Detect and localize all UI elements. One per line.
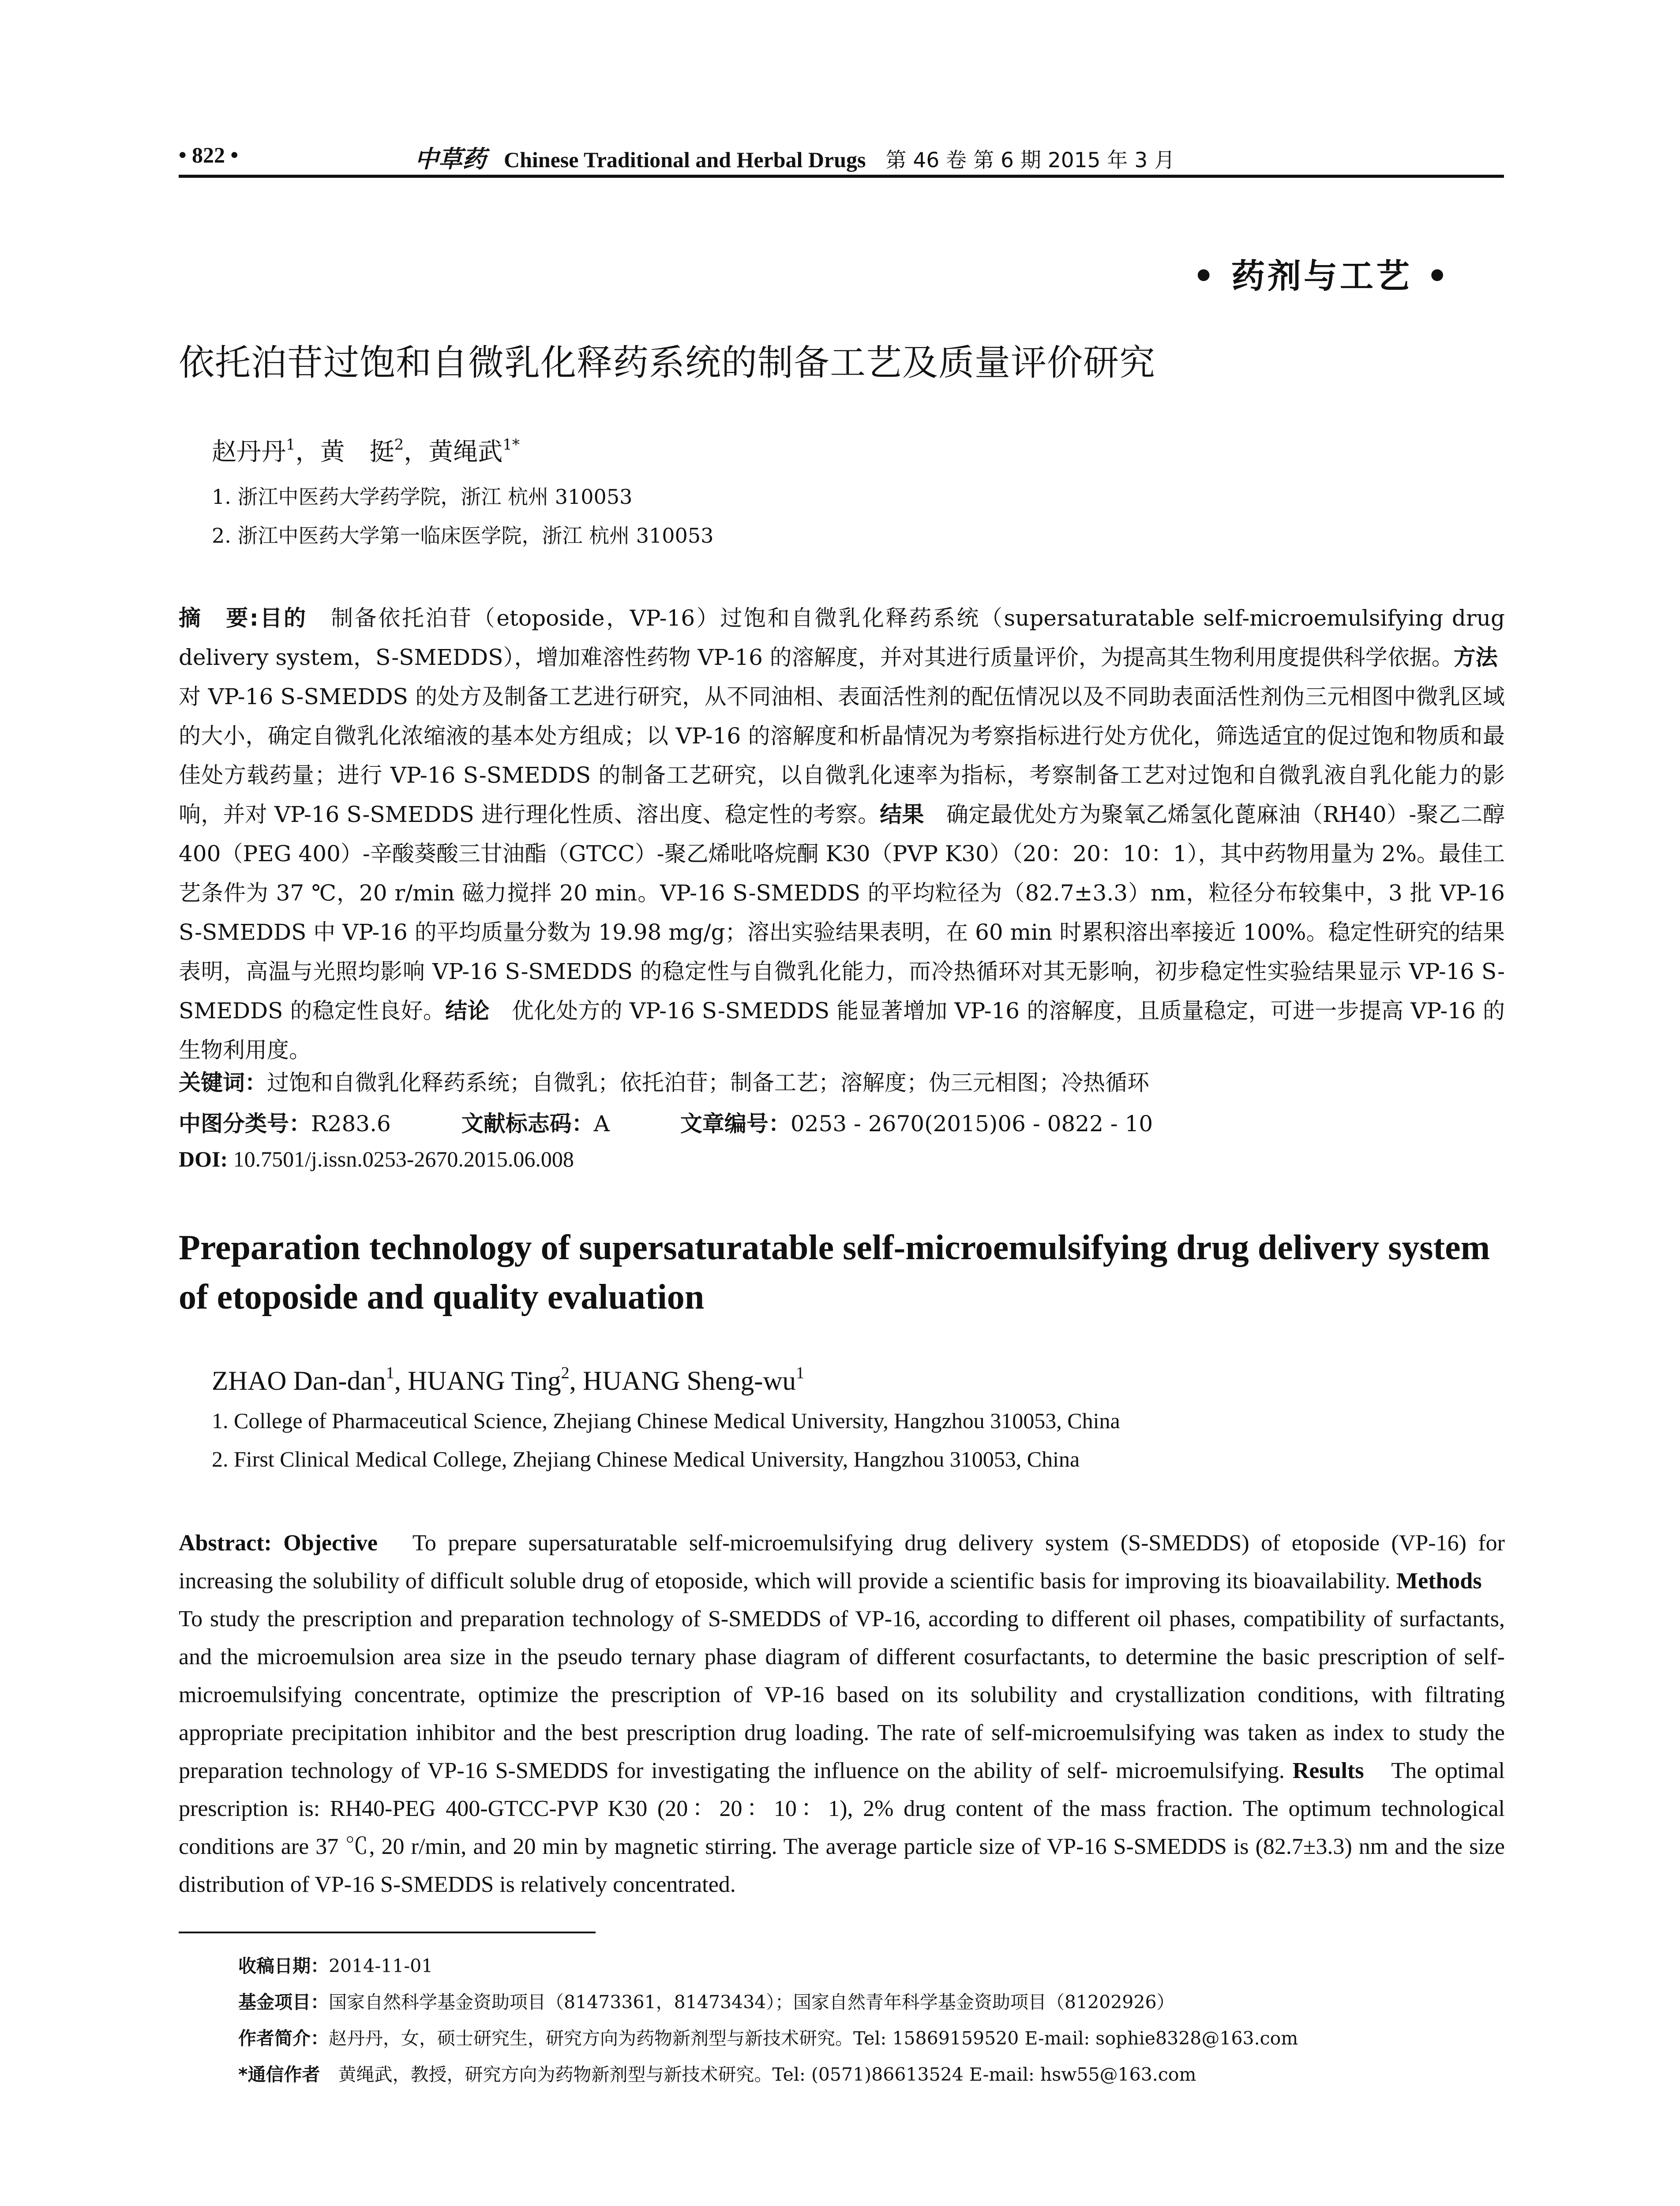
footnote-label: 作者简介： [238,2028,329,2049]
author-sep: ， [404,438,429,466]
objective-text: 制备依托泊苷（etoposide，VP-16）过饱和自微乳化释药系统（supersaturatable self-microemulsifying drug delivery system，S-SMEDDS），增加难溶性药物 VP-16 的溶解度，并对其进行质量评价，为提高其生物利用度提供科学依据。 [179,605,1505,670]
doc-code-value: A [593,1111,610,1137]
page-number: • 822 • [179,143,239,167]
authors-en [212,1363,804,1397]
keywords [179,1065,1149,1097]
affiliation-cn-1: 1. 浙江中医药大学药学院，浙江 杭州 310053 [212,485,633,509]
methods-text: 对 VP-16 S-SMEDDS 的处方及制备工艺进行研究，从不同油相、表面活性剂的配伍情况以及不同助表面活性剂伪三元相图中微乳区域的大小，确定自微乳化浓缩液的基本处方组成；以 VP-16 的溶解度和析晶情况为考察指标进行处方优化，筛选适宜的促过饱和物质和最佳处方载药量；进行 VP-16 S-SMEDDS 的制备工艺研究，以自微乳化速率为指标，考察制备工艺对过饱和自微乳液自乳化能力的影响，并对 VP-16 S-SMEDDS 进行理化性质、溶出度、稳定性的考察。 [179,645,1520,827]
volume-info: 第 46 卷 第 6 期 2015 年 3 月 [885,148,1175,173]
conclusion-text: 优化处方的 VP-16 S-SMEDDS 能显著增加 VP-16 的溶解度，且质量稳定，可进一步提高 VP-16 的生物利用度。 [179,998,1505,1063]
journal-en-name: Chinese Traditional and Herbal Drugs [504,147,866,172]
footnote-label: 基金项目： [238,1992,329,2013]
article-no-value: 0253 - 2670(2015)06 - 0822 - 10 [790,1111,1153,1137]
authors-cn [212,432,520,468]
doc-code-label: 文献标志码： [461,1111,594,1137]
footnote-received [238,1948,1298,1984]
footnote-text: 赵丹丹，女，硕士研究生，研究方向为药物新剂型与新技术研究。Tel: 15869159520 E-mail: sophie8328@163.com [329,2028,1298,2049]
title-cn: 依托泊苷过饱和自微乳化释药系统的制备工艺及质量评价研究 [179,342,1156,384]
footnote-author-bio [238,2020,1298,2056]
footnote-text: 黄绳武，教授，研究方向为药物新剂型与新技术研究。Tel: (0571)86613524 E-mail: hsw55@163.com [320,2064,1196,2085]
classification-line [179,1106,1153,1138]
author-en-sup: 1 [386,1364,394,1382]
section-tag: • 药剂与工艺 • [1192,256,1451,296]
author-cn-sup: 1* [502,436,520,454]
affiliation-en-1: 1. College of Pharmaceutical Science, Zhejiang Chinese Medical University, Hangzhou 310053, China [212,1408,1120,1433]
clc-value: R283.6 [311,1111,391,1137]
author-cn: 赵丹丹 [212,438,286,466]
journal-header [415,140,1175,174]
author-en: HUANG Ting [408,1366,561,1396]
author-sep: , [569,1366,583,1396]
clc-label: 中图分类号： [179,1111,311,1137]
author-en: ZHAO Dan-dan [212,1366,386,1396]
footnote-funding [238,1984,1298,2020]
keywords-text: 过饱和自微乳化释药系统；自微乳；依托泊苷；制备工艺；溶解度；伪三元相图；冷热循环 [267,1070,1149,1095]
author-cn: 黄绳武 [428,438,503,466]
author-cn: 黄 挺 [320,438,394,466]
footnote-label: *通信作者 [238,2064,320,2085]
author-en-sup: 1 [796,1364,805,1382]
results-text: 确定最优处方为聚氧乙烯氢化蓖麻油（RH40）-聚乙二醇 400（PEG 400）-辛酸葵酸三甘油酯（GTCC）-聚乙烯吡咯烷酮 K30（PVP K30）（20：20：10：1），其中药物用量为 2%。最佳工艺条件为 37 ℃，20 r/min 磁力搅拌 20 min。VP-16 S-SMEDDS 的平均粒径为（82.7±3.3）nm，粒径分布较集中，3 批 VP-16 S-SMEDDS 中 VP-16 的平均质量分数为 19.98 mg/g；溶出实验结果表明，在 60 min 时累积溶出率接近 100%。稳定性研究的结果表明，高温与光照均影响 VP-16 S-SMEDDS 的稳定性与自微乳化能力，而冷热循环对其无影响，初步稳定性实验结果显示 VP-16 S-SMEDDS 的稳定性良好。 [179,802,1505,1024]
header-rule [179,175,1504,178]
author-en-sup: 2 [561,1364,570,1382]
footnotes [238,1948,1298,2093]
doi-label: DOI: [179,1147,228,1171]
results-en-text: The optimal prescription is: RH40-PEG 400-GTCC-PVP K30 (20：20：10：1), 2% drug content of the mass fraction. The optimum technological conditions are 37 ℃, 20 r/min, and 20 min by magnetic stirring. The average particle size of VP-16 S-SMEDDS is (82.7±3.3) nm and the size distribution of VP-16 S-SMEDDS is relatively concentrated. [179,1758,1505,1897]
abstract-en [179,1524,1505,1904]
author-cn-sup: 2 [394,436,404,454]
abstract-cn [179,599,1520,1070]
abstract-en-label: Abstract: Objective [179,1531,378,1556]
author-sep: , [394,1366,408,1396]
doi-value[interactable]: 10.7501/j.issn.0253-2670.2015.06.008 [233,1147,574,1171]
affiliation-cn-2: 2. 浙江中医药大学第一临床医学院，浙江 杭州 310053 [212,524,714,548]
conclusion-label: 结论 [445,998,490,1024]
results-en-label: Results [1292,1758,1364,1783]
footnote-text: 2014-11-01 [329,1955,433,1977]
author-sep: ， [295,438,320,466]
methods-label: 方法 [1453,645,1498,670]
doi-line [179,1146,574,1172]
footnote-corresponding [238,2056,1298,2093]
author-cn-sup: 1 [286,436,296,454]
methods-en-label: Methods [1396,1568,1482,1594]
methods-en-text: To study the prescription and preparation technology of S-SMEDDS of VP-16, according to different oil phases, compatibility of surfactants, and the microemulsion area size in the pseudo ternary phase diagram of different cosurfactants, to determine the basic prescription of self-microemulsifying concentrate, optimize the prescription of VP-16 based on its solubility and crystallization conditions, with filtrating appropriate precipitation inhibitor and the best prescription drug loading. The rate of self-microemulsifying was taken as index to study the preparation technology of VP-16 S-SMEDDS for investigating the influence on the ability of self- microemulsifying. [179,1568,1505,1783]
author-en: HUANG Sheng-wu [583,1366,796,1396]
article-no-label: 文章编号： [680,1111,791,1137]
abstract-cn-label: 摘 要: [179,605,259,631]
objective-en-text: To prepare supersaturatable self-microemulsifying drug delivery system (S-SMEDDS) of etoposide (VP-16) for increasing the solubility of difficult soluble drug of etoposide, which will provide a scientific basis for improving its bioavailability. [179,1531,1505,1594]
footnote-label: 收稿日期： [238,1955,329,1977]
footnote-rule [179,1932,596,1933]
results-label: 结果 [880,802,924,827]
objective-label: 目的 [258,605,308,631]
keywords-label: 关键词： [179,1070,267,1095]
title-en: Preparation technology of supersaturatable self-microemulsifying drug delivery system of etoposide and quality evaluation [179,1228,1490,1317]
affiliation-en-2: 2. First Clinical Medical College, Zhejiang Chinese Medical University, Hangzhou 310053, China [212,1447,1080,1471]
footnote-text: 国家自然科学基金资助项目（81473361，81473434）；国家自然青年科学基金资助项目（81202926） [329,1992,1175,2013]
journal-cn-mark: 中草药 [415,145,486,173]
